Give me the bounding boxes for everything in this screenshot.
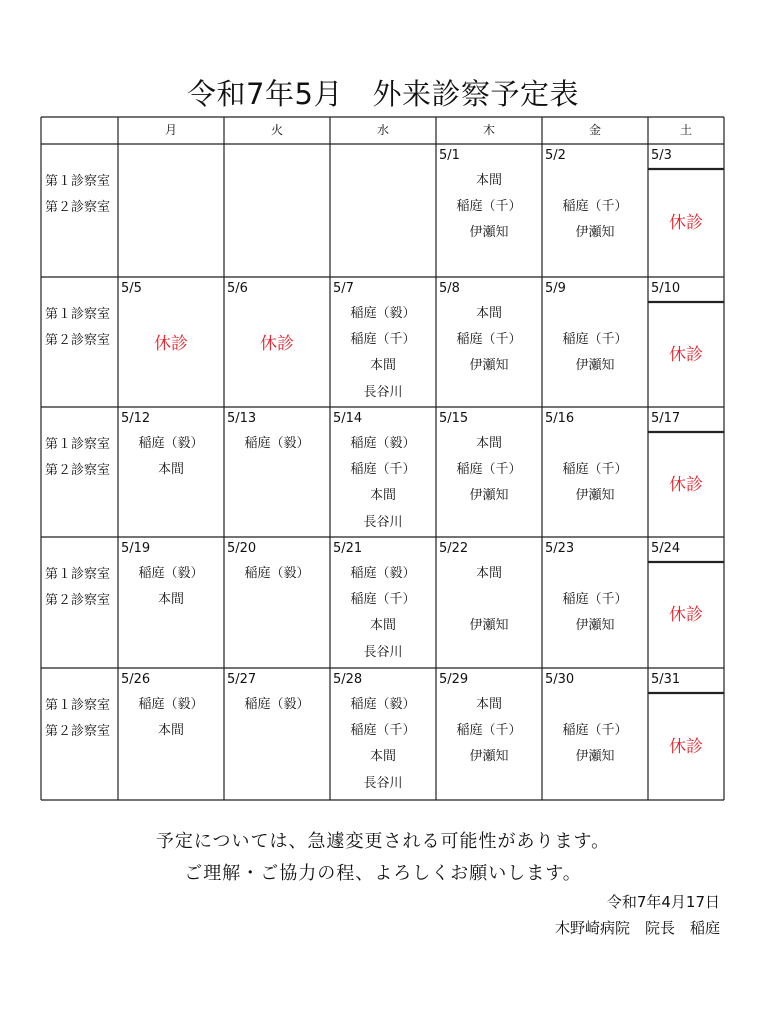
date-label: 5/12 xyxy=(121,411,151,426)
date-label: 5/5 xyxy=(121,281,142,296)
doctor-name: 本間 xyxy=(157,592,184,607)
doctor-name: 稲庭（千） xyxy=(350,462,416,477)
doctor-name: 伊瀬知 xyxy=(575,618,615,633)
date-label: 5/7 xyxy=(333,281,354,296)
date-label: 5/17 xyxy=(651,411,681,426)
date-label: 5/20 xyxy=(227,541,257,556)
doctor-name: 本間 xyxy=(369,358,396,373)
room-2-label: 第２診察室 xyxy=(45,724,111,739)
room-2-label: 第２診察室 xyxy=(45,593,111,608)
doctor-name: 本間 xyxy=(157,462,184,477)
doctor-name: 伊瀬知 xyxy=(469,358,509,373)
doctor-name: 伊瀬知 xyxy=(575,225,615,240)
room-2-label: 第２診察室 xyxy=(45,463,111,478)
date-label: 5/16 xyxy=(545,411,575,426)
weekday-header: 土 xyxy=(679,123,692,137)
doctor-name: 長谷川 xyxy=(363,776,403,791)
room-2-label: 第２診察室 xyxy=(45,200,111,215)
room-1-label: 第１診察室 xyxy=(45,307,111,322)
doctor-name: 本間 xyxy=(157,723,184,738)
date-label: 5/21 xyxy=(333,541,363,556)
doctor-name: 稲庭（千） xyxy=(456,462,522,477)
doctor-name: 伊瀬知 xyxy=(469,749,509,764)
room-1-label: 第１診察室 xyxy=(45,174,111,189)
doctor-name: 稲庭（千） xyxy=(562,462,628,477)
doctor-name: 稲庭（千） xyxy=(456,332,522,347)
doctor-name: 本間 xyxy=(475,697,502,712)
date-label: 5/24 xyxy=(651,541,681,556)
weekday-header: 金 xyxy=(588,123,601,137)
doctor-name: 稲庭（毅） xyxy=(350,697,416,712)
doctor-name: 伊瀬知 xyxy=(575,488,615,503)
doctor-name: 本間 xyxy=(475,436,502,451)
doctor-name: 本間 xyxy=(369,618,396,633)
doctor-name: 稲庭（千） xyxy=(562,592,628,607)
date-label: 5/27 xyxy=(227,672,257,687)
date-label: 5/2 xyxy=(545,148,566,163)
doctor-name: 稲庭（千） xyxy=(456,199,522,214)
doctor-name: 稲庭（千） xyxy=(350,332,416,347)
room-1-label: 第１診察室 xyxy=(45,567,111,582)
room-1-label: 第１診察室 xyxy=(45,698,111,713)
doctor-name: 本間 xyxy=(369,488,396,503)
closed-label: 休診 xyxy=(669,736,703,757)
date-label: 5/3 xyxy=(651,148,672,163)
closed-label: 休診 xyxy=(669,474,703,495)
doctor-name: 稲庭（毅） xyxy=(244,566,310,581)
doctor-name: 稲庭（千） xyxy=(350,723,416,738)
room-2-label: 第２診察室 xyxy=(45,333,111,348)
doctor-name: 稲庭（毅） xyxy=(138,697,204,712)
notice-line-1: 予定については、急遽変更される可能性があります。 xyxy=(155,831,611,852)
weekday-header: 火 xyxy=(270,123,283,137)
doctor-name: 稲庭（毅） xyxy=(244,697,310,712)
date-label: 5/10 xyxy=(651,281,681,296)
date-label: 5/13 xyxy=(227,411,257,426)
doctor-name: 稲庭（千） xyxy=(456,723,522,738)
room-1-label: 第１診察室 xyxy=(45,437,111,452)
doctor-name: 伊瀬知 xyxy=(575,749,615,764)
doctor-name: 伊瀬知 xyxy=(469,488,509,503)
page-title: 令和7年5月 外来診察予定表 xyxy=(187,77,579,111)
date-label: 5/29 xyxy=(439,672,469,687)
date-label: 5/22 xyxy=(439,541,469,556)
date-label: 5/8 xyxy=(439,281,460,296)
doctor-name: 稲庭（毅） xyxy=(350,436,416,451)
closed-label: 休診 xyxy=(669,605,703,625)
doctor-name: 稲庭（千） xyxy=(562,723,628,738)
weekday-header: 月 xyxy=(164,123,177,137)
doctor-name: 稲庭（千） xyxy=(562,332,628,347)
doctor-name: 稲庭（毅） xyxy=(350,306,416,321)
doctor-name: 稲庭（千） xyxy=(350,592,416,607)
doctor-name: 本間 xyxy=(475,173,502,188)
doctor-name: 稲庭（毅） xyxy=(350,566,416,581)
date-label: 5/14 xyxy=(333,411,363,426)
doctor-name: 長谷川 xyxy=(363,515,403,530)
doctor-name: 本間 xyxy=(475,306,502,321)
date-label: 5/9 xyxy=(545,281,566,296)
closed-label: 休診 xyxy=(260,334,294,354)
doctor-name: 稲庭（千） xyxy=(562,199,628,214)
date-label: 5/19 xyxy=(121,541,151,556)
date-label: 5/26 xyxy=(121,672,151,687)
date-label: 5/30 xyxy=(545,672,575,687)
closed-label: 休診 xyxy=(154,334,188,354)
closed-label: 休診 xyxy=(669,344,703,365)
date-label: 5/23 xyxy=(545,541,575,556)
date-label: 5/15 xyxy=(439,411,469,426)
date-label: 5/31 xyxy=(651,672,681,687)
doctor-name: 稲庭（毅） xyxy=(244,436,310,451)
doctor-name: 長谷川 xyxy=(363,645,403,660)
date-label: 5/6 xyxy=(227,281,248,296)
doctor-name: 稲庭（毅） xyxy=(138,566,204,581)
signature: 木野崎病院 院長 稲庭 xyxy=(554,919,720,937)
weekday-header: 木 xyxy=(482,123,495,137)
notice-line-2: ご理解・ご協力の程、よろしくお願いします。 xyxy=(184,863,582,884)
doctor-name: 伊瀬知 xyxy=(469,618,509,633)
date-label: 5/1 xyxy=(439,148,460,163)
doctor-name: 本間 xyxy=(475,566,502,581)
doctor-name: 本間 xyxy=(369,749,396,764)
doctor-name: 伊瀬知 xyxy=(469,225,509,240)
doctor-name: 長谷川 xyxy=(363,385,403,400)
doctor-name: 伊瀬知 xyxy=(575,358,615,373)
issue-date: 令和7年4月17日 xyxy=(606,893,720,911)
date-label: 5/28 xyxy=(333,672,363,687)
closed-label: 休診 xyxy=(669,213,703,233)
weekday-header: 水 xyxy=(376,123,389,137)
doctor-name: 稲庭（毅） xyxy=(138,436,204,451)
